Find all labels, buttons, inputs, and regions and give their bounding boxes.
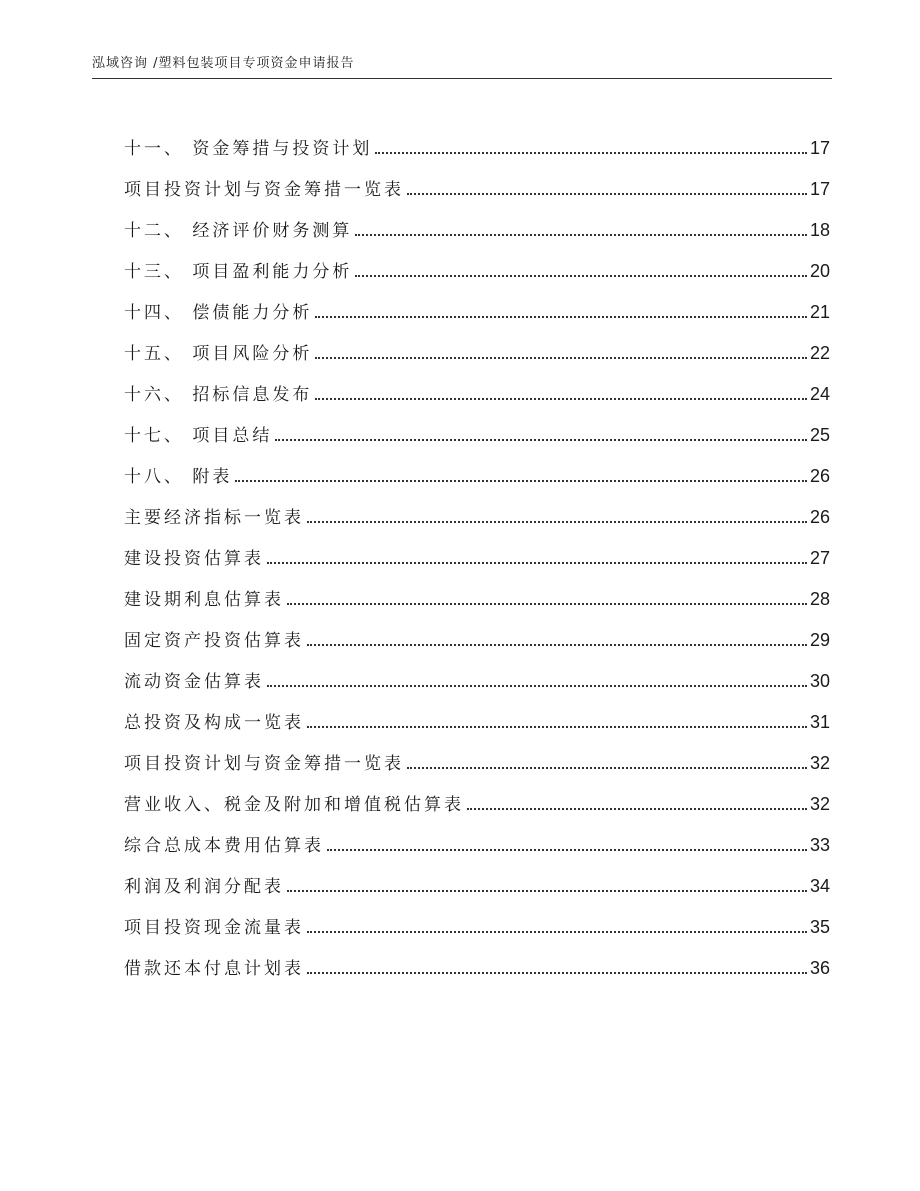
toc-entry-label: 十七、 项目总结 xyxy=(124,426,273,446)
toc-entry-page: 32 xyxy=(809,794,830,814)
toc-entry[interactable] xyxy=(124,815,830,856)
toc-dot-leader xyxy=(235,480,807,482)
toc-entry-label: 十五、 项目风险分析 xyxy=(124,344,313,364)
toc-entry-label: 流动资金估算表 xyxy=(124,672,264,692)
toc-entry-label: 固定资产投资估算表 xyxy=(124,631,304,651)
header-title: 泓域咨询 /塑料包装项目专项资金申请报告 xyxy=(92,56,355,71)
table-of-contents xyxy=(124,118,830,979)
toc-dot-leader xyxy=(327,849,807,851)
toc-dot-leader xyxy=(355,234,807,236)
toc-dot-leader xyxy=(407,193,807,195)
toc-entry-page: 30 xyxy=(809,671,830,691)
toc-entry-page: 26 xyxy=(809,507,830,527)
toc-entry[interactable] xyxy=(124,323,830,364)
toc-entry[interactable] xyxy=(124,897,830,938)
toc-entry-page: 31 xyxy=(809,712,830,732)
toc-entry[interactable] xyxy=(124,528,830,569)
toc-entry-label: 建设投资估算表 xyxy=(124,549,264,569)
toc-entry-page: 24 xyxy=(809,384,830,404)
toc-entry[interactable] xyxy=(124,282,830,323)
toc-entry-label: 十一、 资金筹措与投资计划 xyxy=(124,139,373,159)
toc-entry[interactable] xyxy=(124,692,830,733)
toc-entry-page: 33 xyxy=(809,835,830,855)
toc-entry[interactable] xyxy=(124,610,830,651)
toc-entry[interactable] xyxy=(124,159,830,200)
toc-dot-leader xyxy=(267,562,807,564)
toc-entry[interactable] xyxy=(124,446,830,487)
toc-entry[interactable] xyxy=(124,774,830,815)
toc-dot-leader xyxy=(287,890,807,892)
toc-entry-page: 27 xyxy=(809,548,830,568)
toc-entry[interactable] xyxy=(124,569,830,610)
toc-entry-label: 总投资及构成一览表 xyxy=(124,713,304,733)
toc-entry[interactable] xyxy=(124,200,830,241)
toc-dot-leader xyxy=(275,439,807,441)
toc-entry-label: 项目投资计划与资金筹措一览表 xyxy=(124,754,404,774)
toc-entry[interactable] xyxy=(124,733,830,774)
toc-entry-page: 25 xyxy=(809,425,830,445)
toc-entry-label: 十二、 经济评价财务测算 xyxy=(124,221,353,241)
toc-entry-page: 29 xyxy=(809,630,830,650)
toc-entry[interactable] xyxy=(124,118,830,159)
toc-entry-label: 借款还本付息计划表 xyxy=(124,959,304,979)
toc-dot-leader xyxy=(355,275,807,277)
toc-entry-page: 18 xyxy=(809,220,830,240)
toc-entry[interactable] xyxy=(124,241,830,282)
toc-dot-leader xyxy=(307,972,807,974)
toc-entry[interactable] xyxy=(124,487,830,528)
header-divider xyxy=(92,78,832,79)
toc-entry-page: 17 xyxy=(809,138,830,158)
toc-dot-leader xyxy=(287,603,807,605)
toc-entry-label: 十四、 偿债能力分析 xyxy=(124,303,313,323)
toc-entry[interactable] xyxy=(124,405,830,446)
toc-entry-label: 项目投资现金流量表 xyxy=(124,918,304,938)
toc-entry-page: 22 xyxy=(809,343,830,363)
toc-entry-label: 主要经济指标一览表 xyxy=(124,508,304,528)
toc-entry-label: 十八、 附表 xyxy=(124,467,233,487)
toc-entry-page: 28 xyxy=(809,589,830,609)
toc-dot-leader xyxy=(307,931,807,933)
toc-entry-page: 26 xyxy=(809,466,830,486)
toc-dot-leader xyxy=(307,644,807,646)
toc-entry-page: 35 xyxy=(809,917,830,937)
toc-entry-label: 十三、 项目盈利能力分析 xyxy=(124,262,353,282)
toc-entry-label: 利润及利润分配表 xyxy=(124,877,284,897)
toc-dot-leader xyxy=(375,152,807,154)
toc-entry-page: 32 xyxy=(809,753,830,773)
toc-entry[interactable] xyxy=(124,856,830,897)
toc-entry-page: 36 xyxy=(809,958,830,978)
toc-dot-leader xyxy=(315,357,807,359)
toc-entry-page: 21 xyxy=(809,302,830,322)
toc-entry-label: 项目投资计划与资金筹措一览表 xyxy=(124,180,404,200)
toc-entry-label: 建设期利息估算表 xyxy=(124,590,284,610)
toc-dot-leader xyxy=(267,685,807,687)
toc-entry-label: 综合总成本费用估算表 xyxy=(124,836,324,856)
toc-dot-leader xyxy=(315,316,807,318)
toc-dot-leader xyxy=(315,398,807,400)
page-header xyxy=(92,52,832,80)
toc-entry[interactable] xyxy=(124,938,830,979)
toc-dot-leader xyxy=(467,808,807,810)
toc-entry-page: 17 xyxy=(809,179,830,199)
toc-entry[interactable] xyxy=(124,364,830,405)
toc-dot-leader xyxy=(307,521,807,523)
toc-dot-leader xyxy=(407,767,807,769)
toc-dot-leader xyxy=(307,726,807,728)
toc-entry-label: 营业收入、税金及附加和增值税估算表 xyxy=(124,795,464,815)
toc-entry-page: 34 xyxy=(809,876,830,896)
toc-entry[interactable] xyxy=(124,651,830,692)
toc-entry-label: 十六、 招标信息发布 xyxy=(124,385,313,405)
toc-entry-page: 20 xyxy=(809,261,830,281)
